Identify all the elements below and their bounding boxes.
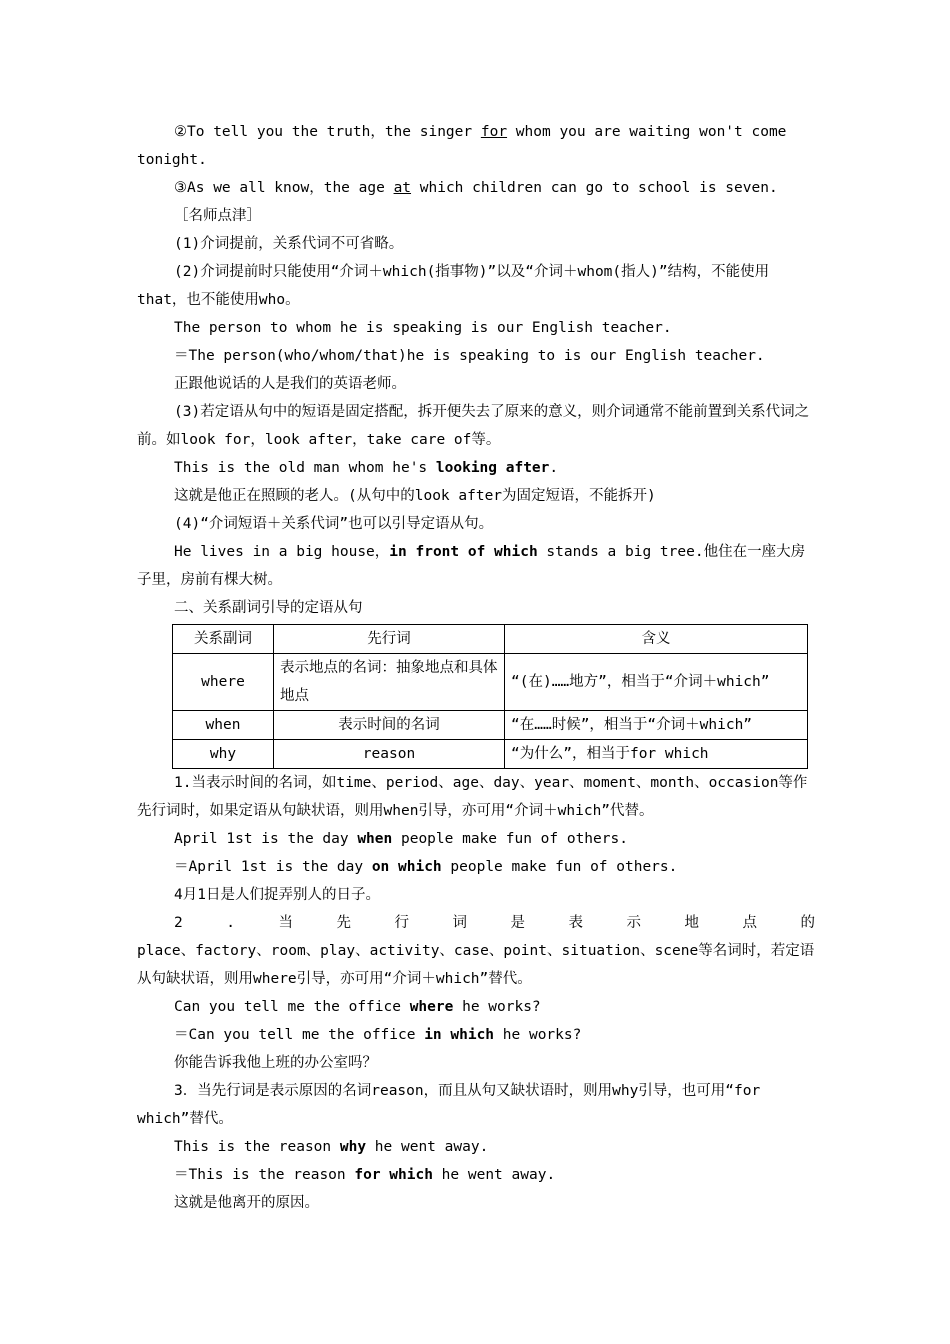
note-3-example-alt: ＝This is the reason for which he went away. (174, 1167, 556, 1183)
tip-3-translation: 这就是他正在照顾的老人。(从句中的look after为固定短语，不能拆开) (174, 488, 656, 504)
note-2-first-line: 2 . 当 先 行 词 是 表 示 地 点 的 (174, 915, 815, 931)
underlined-preposition: at (393, 180, 412, 196)
section-2-title: 二、关系副词引导的定语从句 (174, 600, 363, 616)
note-3-example: This is the reason why he went away. (174, 1139, 489, 1155)
table-cell: 表示地点的名词：抽象地点和具体地点 (274, 654, 505, 711)
table-cell: reason (274, 740, 505, 769)
relative-adverb-table (172, 624, 808, 769)
table-cell: “为什么”，相当于for which (505, 740, 808, 769)
table-header-row (173, 625, 808, 654)
tip-3-example: This is the old man whom he's looking after. (174, 460, 559, 476)
note-2-translation: 你能告诉我他上班的办公室吗？ (174, 1055, 377, 1071)
note-2-example-alt: ＝Can you tell me the office in which he works? (174, 1027, 582, 1043)
table-cell: “在……时候”，相当于“介词＋which” (505, 711, 808, 740)
note-2-example: Can you tell me the office where he works? (174, 999, 541, 1015)
tips-heading: ［名师点津］ (174, 208, 261, 224)
table-cell: when (173, 711, 274, 740)
table-cell: “(在)……地方”，相当于“介词＋which” (505, 654, 808, 711)
tip-2: (2)介词提前时只能使用“介词＋which(指事物)”以及“介词＋whom(指人)”结构，不能使用that，也不能使用who。 (137, 264, 770, 308)
table-row (173, 740, 808, 769)
tip-4-example: He lives in a big house，in front of which stands a big tree.他住在一座大房子里，房前有棵大树。 (137, 544, 806, 588)
table-header: 含义 (505, 625, 808, 654)
table-cell: why (173, 740, 274, 769)
tip-2-example-alt: ＝The person(who/whom/that)he is speaking to is our English teacher. (174, 348, 765, 364)
table-header: 关系副词 (173, 625, 274, 654)
example-2: ②To tell you the truth，the singer for whom you are waiting won't come tonight. (137, 124, 787, 168)
tip-2-translation: 正跟他说话的人是我们的英语老师。 (174, 376, 406, 392)
note-3-translation: 这就是他离开的原因。 (174, 1195, 319, 1211)
document-page (137, 118, 815, 1217)
table-cell: 表示时间的名词 (274, 711, 505, 740)
table-row (173, 711, 808, 740)
note-1-example: April 1st is the day when people make fun of others. (174, 831, 628, 847)
table-row (173, 654, 808, 711)
table-header: 先行词 (274, 625, 505, 654)
tip-4: (4)“介词短语＋关系代词”也可以引导定语从句。 (174, 516, 494, 532)
note-3: 3．当先行词是表示原因的名词reason，而且从句又缺状语时，则用why引导，也可用“for which”替代。 (137, 1083, 761, 1127)
note-1: 1.当表示时间的名词，如time、period、age、day、year、moment、month、occasion等作先行词时，如果定语从句缺状语，则用when引导，亦可用“介词＋which”代替。 (137, 775, 808, 819)
table-cell: where (173, 654, 274, 711)
tip-1: (1)介词提前，关系代词不可省略。 (174, 236, 404, 252)
note-1-example-alt: ＝April 1st is the day on which people make fun of others. (174, 859, 678, 875)
note-1-translation: 4月1日是人们捉弄别人的日子。 (174, 887, 380, 903)
tip-2-example: The person to whom he is speaking is our English teacher. (174, 320, 672, 336)
underlined-preposition: for (480, 124, 508, 140)
example-3: ③As we all know，the age at which children can go to school is seven. (174, 180, 778, 196)
note-2: place、factory、room、play、activity、case、point、situation、scene等名词时，若定语从句缺状语，则用where引导，亦可用“介词＋which”替代。 (137, 943, 815, 987)
tip-3: (3)若定语从句中的短语是固定搭配，拆开便失去了原来的意义，则介词通常不能前置到关系代词之前。如look for，look after，take care of等。 (137, 404, 810, 448)
